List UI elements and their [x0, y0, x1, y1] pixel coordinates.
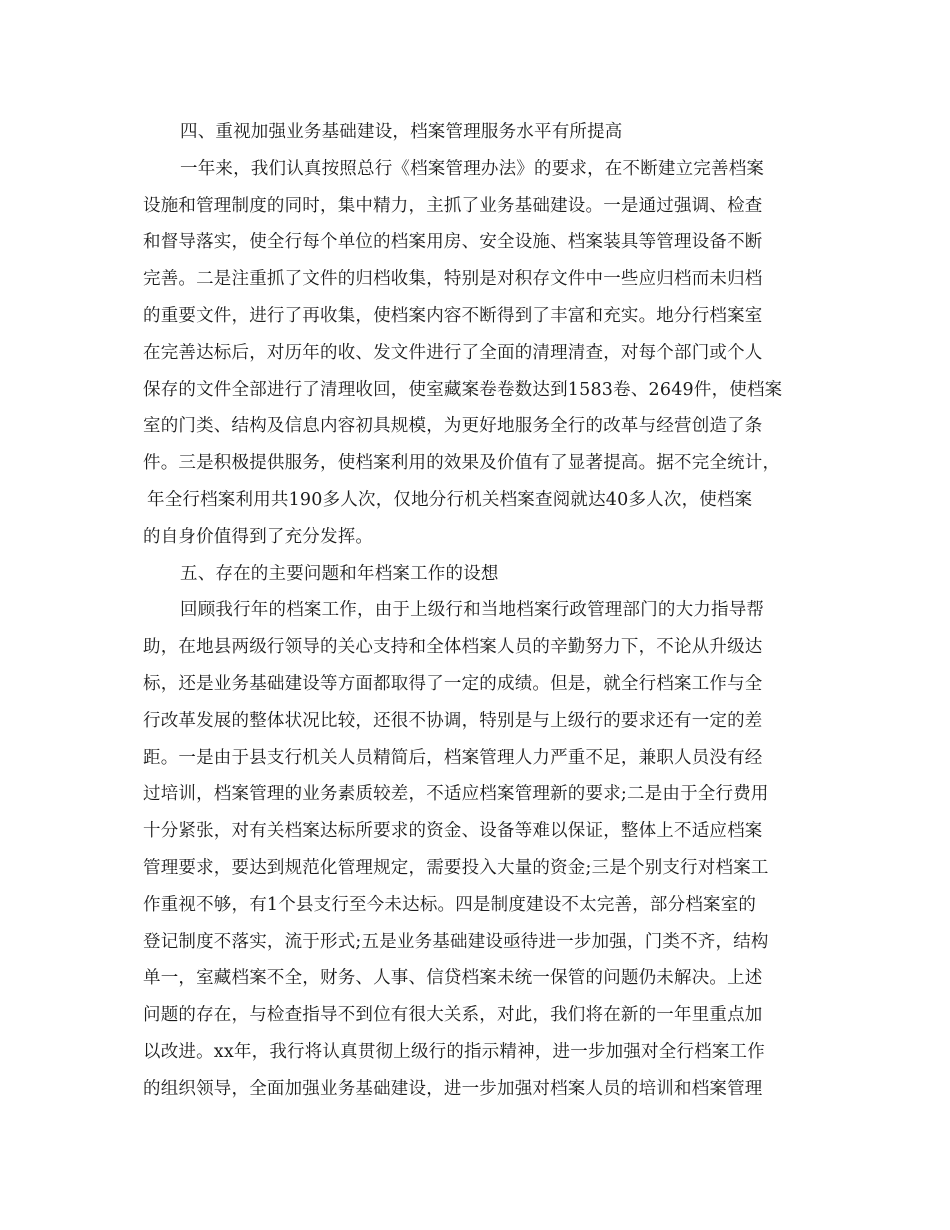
paragraph-line: 距。一是由于县支行机关人员精简后，档案管理人力严重不足，兼职人员没有经 [143, 747, 763, 768]
paragraph-line: 助，在地县两级行领导的关心支持和全体档案人员的辛勤努力下，不论从升级达 [143, 637, 763, 658]
paragraph-line: 过培训，档案管理的业务素质较差，不适应档案管理新的要求;二是由于全行费用 [143, 784, 769, 805]
paragraph-line: 的自身价值得到了充分发挥。 [143, 526, 374, 547]
paragraph-line: 标，还是业务基础建设等方面都取得了一定的成绩。但是，就全行档案工作与全 [143, 673, 763, 694]
paragraph-line: 以改进。xx年，我行将认真贯彻上级行的指示精神，进一步加强对全行档案工作 [143, 1041, 765, 1062]
paragraph-line: 作重视不够，有1个县支行至今未达标。四是制度建设不太完善，部分档案室的 [143, 894, 757, 915]
paragraph-line: 十分紧张，对有关档案达标所要求的资金、设备等难以保证，整体上不适应档案 [143, 821, 763, 842]
paragraph-line: 设施和管理制度的同时，集中精力，主抓了业务基础建设。一是通过强调、检查 [143, 195, 763, 216]
section-heading-5: 五、存在的主要问题和年档案工作的设想 [180, 563, 499, 584]
paragraph-line: 登记制度不落实，流于形式;五是业务基础建设亟待进一步加强，门类不齐，结构 [143, 931, 769, 952]
paragraph-line: 回顾我行年的档案工作，由于上级行和当地档案行政管理部门的大力指导帮 [180, 600, 765, 621]
paragraph-line: 单一，室藏档案不全，财务、人事、信贷档案未统一保管的问题仍未解决。上述 [143, 968, 763, 989]
paragraph-line: 和督导落实，使全行每个单位的档案用房、安全设施、档案装具等管理设备不断 [143, 232, 763, 253]
paragraph-line: 件。三是积极提供服务，使档案利用的效果及价值有了显著提高。据不完全统计， [143, 453, 781, 474]
paragraph-line: 行改革发展的整体状况比较，还很不协调，特别是与上级行的要求还有一定的差 [143, 710, 763, 731]
paragraph-line: 年全行档案利用共190多人次，仅地分行机关档案查阅就达40多人次，使档案 [147, 489, 753, 510]
section-heading-4: 四、重视加强业务基础建设，档案管理服务水平有所提高 [180, 122, 623, 142]
paragraph-line: 的重要文件，进行了再收集，使档案内容不断得到了丰富和充实。地分行档案室 [143, 305, 763, 326]
paragraph-line: 管理要求，要达到规范化管理规定，需要投入大量的资金;三是个别支行对档案工 [143, 857, 769, 878]
paragraph-line: 一年来，我们认真按照总行《档案管理办法》的要求，在不断建立完善档案 [180, 158, 765, 179]
paragraph-line: 保存的文件全部进行了清理收回，使室藏案卷卷数达到1583卷、2649件，使档案 [143, 379, 783, 400]
paragraph-line: 室的门类、结构及信息内容初具规模，为更好地服务全行的改革与经营创造了条 [143, 416, 763, 437]
paragraph-line: 的组织领导，全面加强业务基础建设，进一步加强对档案人员的培训和档案管理 [143, 1078, 763, 1099]
paragraph-line: 在完善达标后，对历年的收、发文件进行了全面的清理清查，对每个部门或个人 [143, 342, 763, 363]
paragraph-line: 完善。二是注重抓了文件的归档收集，特别是对积存文件中一些应归档而未归档 [143, 269, 763, 290]
paragraph-line: 问题的存在，与检查指导不到位有很大关系，对此，我们将在新的一年里重点加 [143, 1005, 763, 1026]
document-body [143, 114, 803, 1108]
